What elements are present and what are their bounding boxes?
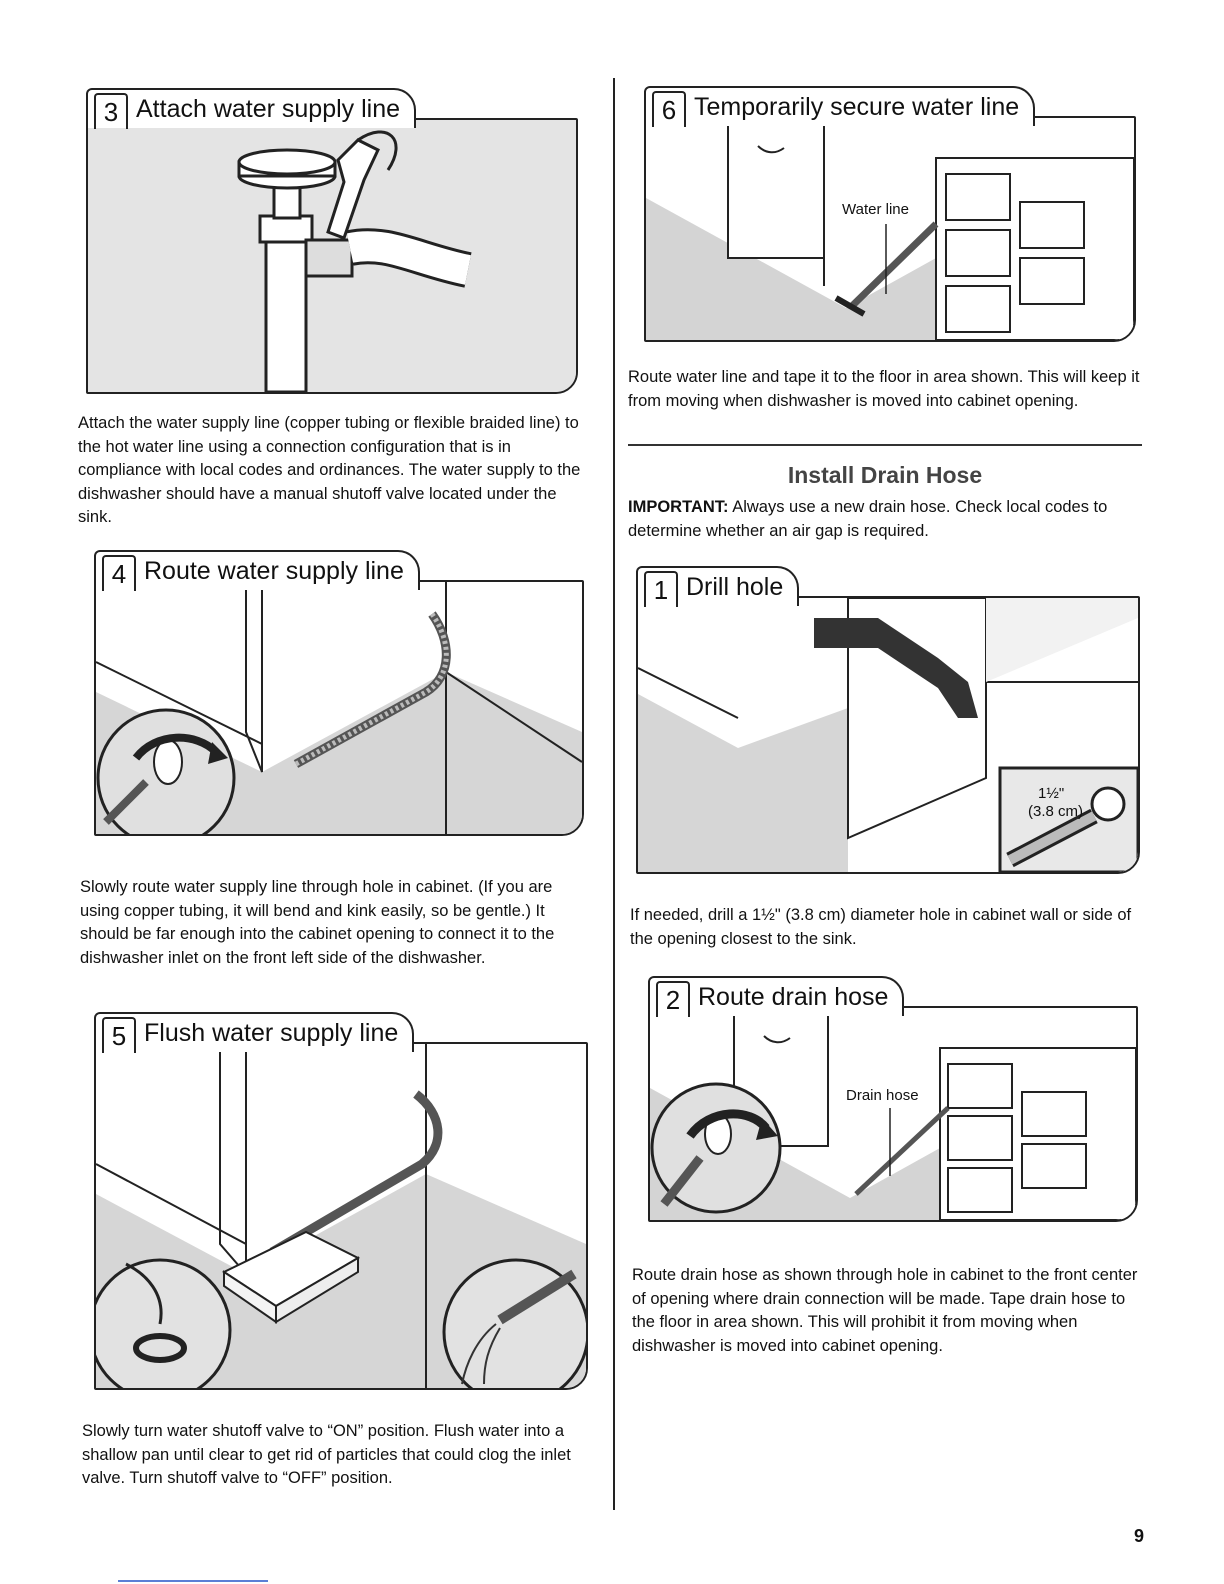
step-3-panel (86, 88, 578, 394)
footer-rule (118, 1580, 268, 1582)
install-drain-hose-heading: Install Drain Hose (787, 462, 983, 488)
step-3-title: Attach water supply line (136, 94, 401, 123)
step-4-illustration (94, 580, 584, 836)
cabinet-water-line-illustration (646, 118, 1134, 340)
step-4-header (94, 550, 420, 590)
drain-step-2-panel (648, 976, 1138, 1222)
drain-step-2-illustration (648, 1006, 1138, 1222)
important-label: IMPORTANT: (628, 498, 729, 516)
step-4-number: 4 (102, 555, 136, 591)
step-4-text: Slowly route water supply line through hole in cabinet. (If you are using copper tubing, it will bend and kink easily, so be gentle.) It should be far enough into the cabinet opening to connect it to the dishwasher inlet on the front left side of the dishwasher. (80, 878, 555, 967)
step-6-panel (644, 86, 1136, 342)
step-6-title: Temporarily secure water line (694, 92, 1020, 121)
important-note (628, 496, 1142, 543)
step-6-illustration (644, 116, 1136, 342)
step-6-callout: Water line (842, 201, 909, 218)
cabinet-hose-illustration (96, 582, 582, 834)
step-6-text: Route water line and tape it to the floor in area shown. This will keep it from moving when dishwasher is moved into cabinet opening. (628, 368, 1140, 410)
step-3-text: Attach the water supply line (copper tubing or flexible braided line) to the hot water line using a connection configuration that is in compliance with local codes and ordinances. The water supply to the dishwasher should have a manual shutoff valve located under the sink. (78, 414, 581, 526)
step-5-text: Slowly turn water shutoff valve to “ON” position. Flush water into a shallow pan until clear to get rid of particles that could clog the inlet valve. Turn shutoff valve to “OFF” position. (82, 1422, 571, 1487)
step-3-header (86, 88, 416, 128)
step-3-number: 3 (94, 93, 128, 129)
step-6-header (644, 86, 1035, 126)
drain-step-1-callout-size: 1½" (1038, 785, 1065, 802)
page-number: 9 (1134, 1526, 1145, 1546)
drain-step-2-callout: Drain hose (846, 1087, 919, 1104)
drain-step-2-title: Route drain hose (698, 982, 889, 1011)
drain-step-1-header (636, 566, 799, 606)
drain-step-2-number: 2 (656, 981, 690, 1017)
drain-step-1-title: Drill hole (686, 572, 784, 601)
column-divider (613, 78, 615, 1510)
drain-step-2-text: Route drain hose as shown through hole in cabinet to the front center of opening where drain connection will be made. Tape drain hose to the floor in area shown. This will prohibit it from moving when dishwasher is moved into cabinet opening. (632, 1266, 1138, 1355)
flush-pan-illustration (96, 1044, 586, 1388)
step-5-title: Flush water supply line (144, 1018, 399, 1047)
step-6-number: 6 (652, 91, 686, 127)
drain-step-1-callout-metric: (3.8 cm) (1028, 803, 1084, 820)
step-5-header (94, 1012, 414, 1052)
drain-step-1-number: 1 (644, 571, 678, 607)
valve-wrench-illustration (88, 120, 576, 392)
drain-step-1-panel (636, 566, 1140, 874)
step-3-illustration (86, 118, 578, 394)
step-4-title: Route water supply line (144, 556, 404, 585)
step-4-panel (94, 550, 584, 836)
drain-step-1-text: If needed, drill a 1½" (3.8 cm) diameter hole in cabinet wall or side of the opening closest to the sink. (630, 906, 1132, 948)
step-5-illustration (94, 1042, 588, 1390)
important-text: Always use a new drain hose. Check local codes to determine whether an air gap is required. (628, 498, 1108, 540)
drain-step-2-header (648, 976, 904, 1016)
step-5-number: 5 (102, 1017, 136, 1053)
section-divider (628, 444, 1142, 446)
drain-hose-route-illustration (650, 1008, 1136, 1220)
drill-hole-illustration (638, 598, 1138, 872)
drain-step-1-illustration (636, 596, 1140, 874)
step-5-panel (94, 1012, 588, 1390)
